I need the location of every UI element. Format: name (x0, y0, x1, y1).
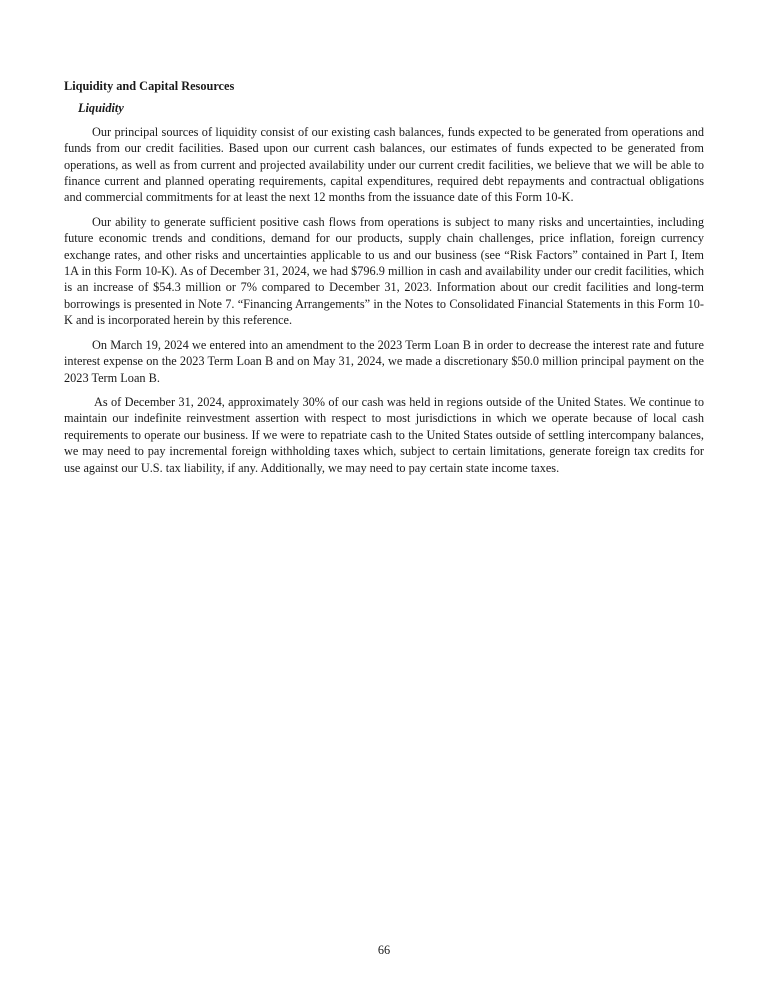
paragraph: As of December 31, 2024, approximately 30% of our cash was held in regions outside of the United States. We continue to maintain our indefinite reinvestment assertion with respect to most jurisdictions in which we operate because of local cash requirements to operate our business. If we were to repatriate cash to the United States outside of settling intercompany balances, we may need to pay incremental foreign withholding taxes which, subject to certain limitations, generate foreign tax credits for use against our U.S. tax liability, if any. Additionally, we may need to pay certain state income taxes. (64, 394, 704, 475)
paragraph: On March 19, 2024 we entered into an amendment to the 2023 Term Loan B in order to decrease the interest rate and future interest expense on the 2023 Term Loan B and on May 31, 2024, we made a discretionary $50.0 million principal payment on the 2023 Term Loan B. (64, 337, 704, 385)
document-body (64, 78, 704, 484)
paragraph: Our ability to generate sufficient positive cash flows from operations is subject to many risks and uncertainties, including future economic trends and conditions, demand for our products, supply chain challenges, price inflation, foreign currency exchange rates, and other risks and uncertainties applicable to us and our business (see “Risk Factors” contained in Part I, Item 1A in this Form 10-K). As of December 31, 2024, we had $796.9 million in cash and availability under our credit facilities, which is an increase of $54.3 million or 7% compared to December 31, 2023. Information about our credit facilities and long-term borrowings is presented in Note 7. “Financing Arrangements” in the Notes to Consolidated Financial Statements in this Form 10-K and is incorporated herein by this reference. (64, 214, 704, 328)
paragraph: Our principal sources of liquidity consist of our existing cash balances, funds expected to be generated from operations and funds from our credit facilities. Based upon our current cash balances, our estimates of funds expected to be generated from operations, as well as from current and projected availability under our current credit facilities, we believe that we will be able to finance current and planned operating requirements, capital expenditures, required debt repayments and contractual obligations and commercial commitments for at least the next 12 months from the issuance date of this Form 10-K. (64, 124, 704, 205)
subsection-heading: Liquidity (78, 101, 124, 116)
page-number: 66 (377, 943, 391, 957)
section-heading: Liquidity and Capital Resources (64, 79, 235, 93)
